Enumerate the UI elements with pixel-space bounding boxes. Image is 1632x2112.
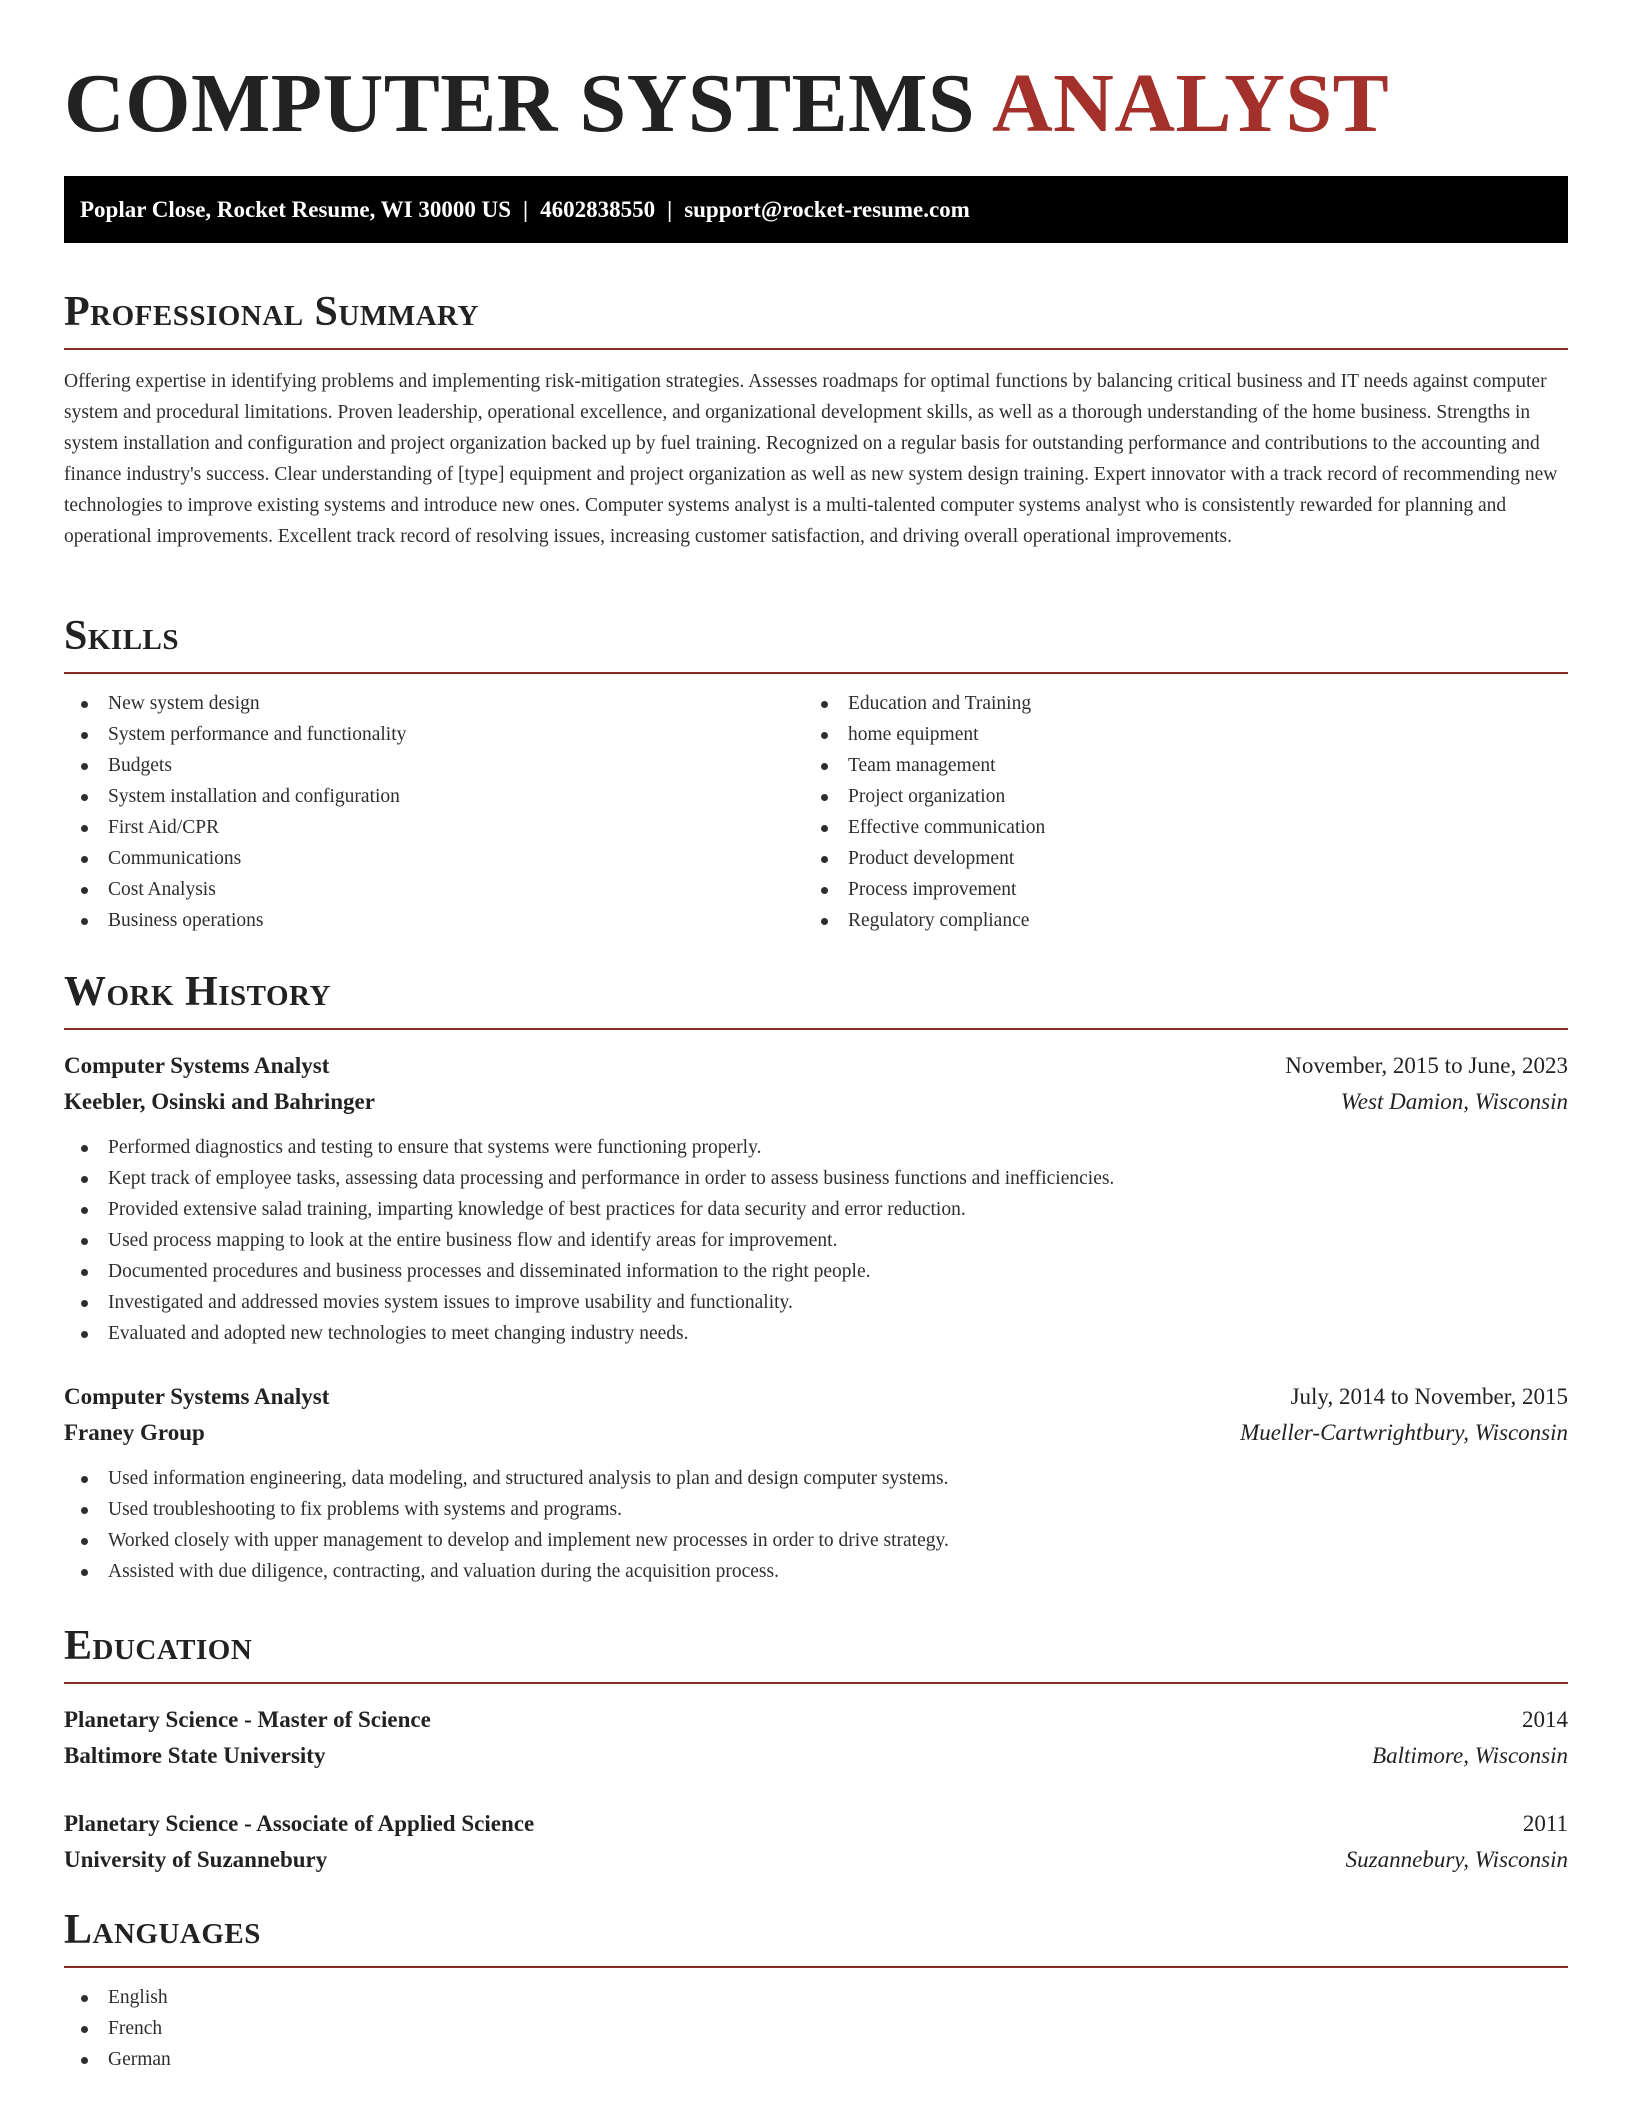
skills-section — [64, 610, 1568, 936]
education-degree: Planetary Science - Master of Science — [64, 1707, 431, 1732]
job-bullet: Kept track of employee tasks, assessing data processing and performance in order to assess business functions and inefficiencies. — [64, 1163, 1568, 1194]
contact-separator: | — [667, 197, 673, 222]
languages-list — [64, 1982, 1568, 2075]
work-heading: Work History — [64, 969, 331, 1015]
skill-item: Process improvement — [804, 874, 1544, 905]
section-divider — [64, 1682, 1568, 1684]
education-school: University of Suzannebury — [64, 1847, 328, 1872]
job-entry — [64, 1048, 1568, 1349]
job-title-row — [64, 1379, 1568, 1415]
job-bullet: Provided extensive salad training, imparting knowledge of best practices for data security and error reduction. — [64, 1194, 1568, 1225]
skills-grid — [64, 688, 1568, 936]
education-location: Baltimore, Wisconsin — [1372, 1743, 1568, 1768]
job-entry — [64, 1379, 1568, 1587]
education-school-row — [64, 1842, 1568, 1878]
job-title: Computer Systems Analyst — [64, 1053, 330, 1078]
job-bullet: Evaluated and adopted new technologies to meet changing industry needs. — [64, 1318, 1568, 1349]
skill-item: Effective communication — [804, 812, 1544, 843]
contact-bar — [64, 176, 1568, 243]
job-bullet: Investigated and addressed movies system issues to improve usability and functionality. — [64, 1287, 1568, 1318]
language-item: English — [64, 1982, 1568, 2013]
education-entry — [64, 1702, 1568, 1774]
education-location: Suzannebury, Wisconsin — [1345, 1847, 1568, 1872]
skill-item: Communications — [64, 843, 804, 874]
contact-email[interactable]: support@rocket-resume.com — [684, 197, 970, 222]
job-bullets — [64, 1463, 1568, 1587]
language-item: German — [64, 2044, 1568, 2075]
education-list — [64, 1702, 1568, 1878]
skill-item: First Aid/CPR — [64, 812, 804, 843]
title-main: COMPUTER SYSTEMS — [64, 57, 976, 150]
job-company: Franey Group — [64, 1420, 205, 1445]
job-bullet: Used process mapping to look at the entire business flow and identify areas for improvement. — [64, 1225, 1568, 1256]
education-school: Baltimore State University — [64, 1743, 326, 1768]
languages-heading: Languages — [64, 1907, 261, 1953]
job-bullet: Used information engineering, data modeling, and structured analysis to plan and design computer systems. — [64, 1463, 1568, 1494]
job-bullet: Worked closely with upper management to develop and implement new processes in order to drive strategy. — [64, 1525, 1568, 1556]
job-bullet: Used troubleshooting to fix problems with systems and programs. — [64, 1494, 1568, 1525]
education-degree-row — [64, 1806, 1568, 1842]
job-title-row — [64, 1048, 1568, 1084]
job-bullet: Performed diagnostics and testing to ensure that systems were functioning properly. — [64, 1132, 1568, 1163]
summary-text: Offering expertise in identifying problems and implementing risk-mitigation strategies. Assesses roadmaps for optimal functions by balancing critical business and IT needs against computer system and procedural limitations. Proven leadership, operational excellence, and organizational development skills, as well as a thorough understanding of the home business. Strengths in system installation and configuration and project organization backed up by fuel training. Recognized on a regular basis for outstanding performance and contributions to the accounting and finance industry's success. Clear understanding of [type] equipment and project organization as well as new system design training. Expert innovator with a track record of recommending new technologies to improve existing systems and introduce new ones. Computer systems analyst is a multi-talented computer systems analyst who is consistently rewarded for planning and operational improvements. Excellent track record of resolving issues, increasing customer satisfaction, and driving overall operational improvements. — [64, 371, 1558, 547]
contact-separator: | — [523, 197, 529, 222]
skill-item: Education and Training — [804, 688, 1544, 719]
contact-address: Poplar Close, Rocket Resume, WI 30000 US — [80, 197, 512, 222]
job-bullet: Assisted with due diligence, contracting, and valuation during the acquisition process. — [64, 1556, 1568, 1587]
skills-heading: Skills — [64, 613, 180, 659]
section-divider — [64, 348, 1568, 350]
education-school-row — [64, 1738, 1568, 1774]
skill-item: System performance and functionality — [64, 719, 804, 750]
skill-item: New system design — [64, 688, 804, 719]
skill-item: Product development — [804, 843, 1544, 874]
contact-phone[interactable]: 4602838550 — [540, 197, 656, 222]
skill-item: System installation and configuration — [64, 781, 804, 812]
job-company-row — [64, 1415, 1568, 1451]
summary-heading: Professional Summary — [64, 289, 479, 335]
skills-column-left — [64, 688, 804, 936]
education-degree-row — [64, 1702, 1568, 1738]
job-list — [64, 1048, 1568, 1587]
section-divider — [64, 1966, 1568, 1968]
education-entry — [64, 1806, 1568, 1878]
job-dates: July, 2014 to November, 2015 — [1290, 1384, 1568, 1409]
skill-item: Budgets — [64, 750, 804, 781]
job-company: Keebler, Osinski and Bahringer — [64, 1089, 375, 1114]
summary-section — [64, 286, 1568, 552]
job-bullet: Documented procedures and business processes and disseminated information to the right people. — [64, 1256, 1568, 1287]
language-item: French — [64, 2013, 1568, 2044]
education-heading: Education — [64, 1623, 253, 1669]
resume-title — [64, 0, 1568, 156]
job-dates: November, 2015 to June, 2023 — [1285, 1053, 1568, 1078]
skill-item: Project organization — [804, 781, 1544, 812]
section-divider — [64, 672, 1568, 674]
education-year: 2011 — [1522, 1811, 1568, 1836]
skill-item: home equipment — [804, 719, 1544, 750]
education-degree: Planetary Science - Associate of Applied Science — [64, 1811, 535, 1836]
job-company-row — [64, 1084, 1568, 1120]
education-year: 2014 — [1522, 1707, 1568, 1732]
skill-item: Cost Analysis — [64, 874, 804, 905]
languages-section — [64, 1904, 1568, 2075]
job-location: West Damion, Wisconsin — [1340, 1089, 1568, 1114]
education-section — [64, 1620, 1568, 1878]
skill-item: Regulatory compliance — [804, 905, 1544, 936]
work-section — [64, 966, 1568, 1587]
job-location: Mueller-Cartwrightbury, Wisconsin — [1240, 1420, 1568, 1445]
job-title: Computer Systems Analyst — [64, 1384, 330, 1409]
skill-item: Team management — [804, 750, 1544, 781]
job-bullets — [64, 1132, 1568, 1349]
skill-item: Business operations — [64, 905, 804, 936]
skills-column-right — [804, 688, 1544, 936]
section-divider — [64, 1028, 1568, 1030]
title-accent: ANALYST — [992, 57, 1390, 150]
